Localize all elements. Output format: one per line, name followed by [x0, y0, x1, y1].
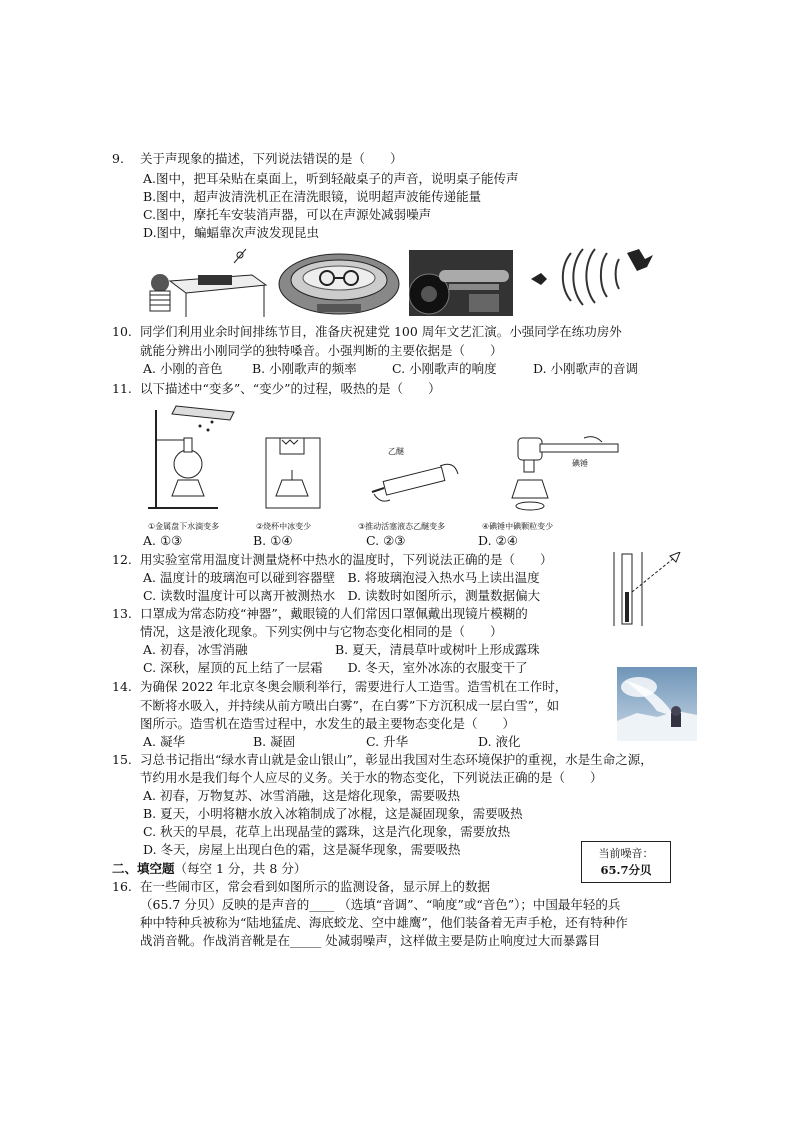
q11-iodine-label: 碘锤 — [572, 459, 588, 468]
q11-caption-3: ③推动活塞液态乙醚变多 — [358, 522, 446, 531]
q14-option-c: C. 升华 — [366, 734, 409, 749]
q11-caption-4: ④碘锤中碘颗粒变少 — [482, 522, 554, 531]
q9-option-d: D.图中，蝙蝠靠次声波发现昆虫 — [143, 225, 320, 240]
q16-number: 16. — [112, 879, 132, 894]
q15-option-b: B. 夏天，小明将糖水放入冰箱制成了冰棍，这是凝固现象，需要吸热 — [143, 806, 523, 821]
q11-figure-syringe-ether — [370, 450, 460, 510]
q9-option-c: C.图中，摩托车安装消声器，可以在声源处减弱噪声 — [143, 207, 432, 222]
q16-line4: 战消音靴。作战消音靴是在_____ 处减弱噪声，这样做主要是防止响度过大而暴露目 — [140, 933, 601, 948]
q12-options-cd: C. 读数时温度计可以离开被测热水 D. 读数时如图所示，测量数据偏大 — [143, 588, 541, 603]
q12-number: 12. — [112, 552, 132, 567]
section-2-heading — [112, 860, 306, 878]
q9-figure-ear-on-table — [142, 245, 268, 317]
q11-option-d: D. ②④ — [478, 533, 518, 548]
q13-options-ab: A. 初春，冰雪消融 B. 夏天，清晨草叶或树叶上形成露珠 — [143, 642, 540, 657]
q14-number: 14. — [112, 679, 132, 694]
q11-caption-1: ①金属盘下水滴变多 — [148, 522, 220, 531]
q12-stem: 用实验室常用温度计测量烧杯中热水的温度时，下列说法正确的是（ ） — [140, 552, 553, 567]
q9-number: 9. — [112, 151, 124, 166]
q15-option-c: C. 秋天的早晨，花草上出现晶莹的露珠，这是汽化现象，需要放热 — [143, 824, 511, 839]
q14-stem-line3: 图所示。造雪机在造雪过程中，水发生的最主要物态变化是（ ） — [140, 716, 516, 731]
q13-stem-line1: 口罩成为常态防疫“神器”，戴眼镜的人们常因口罩佩戴出现镜片模糊的 — [140, 606, 528, 621]
q10-number: 10. — [112, 324, 132, 339]
q9-figure-bat-echolocation — [527, 245, 657, 307]
q9-option-b: B.图中，超声波清洗机正在清洗眼镜，说明超声波能传递能量 — [143, 189, 482, 204]
q11-stem: 以下描述中“变多”、“变少”的过程，吸热的是（ ） — [140, 381, 441, 396]
q11-number: 11. — [112, 381, 132, 396]
q11-option-b: B. ①④ — [253, 533, 293, 548]
q9-stem: 关于声现象的描述，下列说法错误的是（ ） — [140, 151, 403, 166]
q10-option-c: C. 小刚歌声的响度 — [392, 361, 497, 376]
q16-line3: 种中特种兵被称为“陆地猛虎、海底蛟龙、空中雄鹰”，他们装备着无声手枪，还有特种作 — [140, 915, 628, 930]
q16-line1: 在一些闹市区，常会看到如图所示的监测设备，显示屏上的数据 — [140, 879, 491, 894]
q14-figure-snow-machine — [617, 667, 697, 741]
q10-option-a: A. 小刚的音色 — [143, 361, 223, 376]
noise-display-value: 65.7分贝 — [600, 863, 652, 877]
q15-option-a: A. 初春，万物复苏、冰雪消融，这是熔化现象，需要吸热 — [143, 788, 460, 803]
q9-option-a: A.图中，把耳朵贴在桌面上，听到轻敲桌子的声音，说明桌子能传声 — [143, 171, 519, 186]
noise-display-box — [581, 841, 671, 883]
section-2-title: 二、填空题 — [112, 861, 175, 876]
q10-stem-line2: 就能分辨出小刚同学的独特嗓音。小强判断的主要依据是（ ） — [140, 343, 503, 358]
q11-figure-iodine-hammer — [500, 432, 624, 514]
q15-stem-line1: 习总书记指出“绿水青山就是金山银山”，彰显出我国对生态环境保护的重视，水是生命之源， — [140, 752, 653, 767]
q14-option-b: B. 凝固 — [253, 734, 296, 749]
q11-option-c: C. ②③ — [366, 533, 406, 548]
q11-figure-beaker-ice — [260, 430, 326, 512]
q12-figure-thermometer — [612, 552, 684, 626]
q11-caption-2: ②烧杯中冰变少 — [256, 522, 312, 531]
q10-option-d: D. 小刚歌声的音调 — [533, 361, 639, 376]
q13-options-cd: C. 深秋，屋顶的瓦上结了一层霜 D. 冬天，室外冰冻的衣服变干了 — [143, 660, 528, 675]
q11-ether-label: 乙醚 — [388, 447, 404, 456]
q15-option-d: D. 冬天，房屋上出现白色的霜，这是凝华现象，需要吸热 — [143, 842, 461, 857]
q15-number: 15. — [112, 752, 132, 767]
q11-figure-metal-plate — [148, 400, 240, 512]
q13-stem-line2: 情况，这是液化现象。下列实例中与它物态变化相同的是（ ） — [140, 624, 503, 639]
q14-stem-line1: 为确保 2022 年北京冬奥会顺利举行，需要进行人工造雪。造雪机在工作时， — [140, 679, 568, 694]
q14-option-a: A. 凝华 — [143, 734, 185, 749]
q14-option-d: D. 液化 — [478, 734, 521, 749]
q12-options-ab: A. 温度计的玻璃泡可以碰到容器壁 B. 将玻璃泡浸入热水马上读出温度 — [143, 570, 540, 585]
q11-option-a: A. ①③ — [143, 533, 183, 548]
q10-option-b: B. 小刚歌声的频率 — [252, 361, 357, 376]
q10-stem-line1: 同学们利用业余时间排练节目，准备庆祝建党 100 周年文艺汇演。小强同学在练功房外 — [140, 324, 622, 339]
q15-stem-line2: 节约用水是我们每个人应尽的义务。关于水的物态变化，下列说法正确的是（ ） — [140, 770, 603, 785]
q14-stem-line2: 不断将水吸入，并持续从前方喷出白雾”，在白雾”下方沉积成一层白雪”，如 — [140, 698, 560, 713]
noise-display-label: 当前噪音： — [598, 847, 654, 860]
section-2-note: （每空 1 分，共 8 分） — [174, 861, 307, 876]
q9-figure-ultrasonic-cleaner — [277, 250, 401, 316]
q9-figure-motorcycle-muffler — [409, 250, 513, 316]
q16-line2: （65.7 分贝）反映的是声音的____ （选填“音调”、“响度”或“音色”）；中国最年轻的兵 — [140, 897, 621, 912]
q13-number: 13. — [112, 606, 132, 621]
